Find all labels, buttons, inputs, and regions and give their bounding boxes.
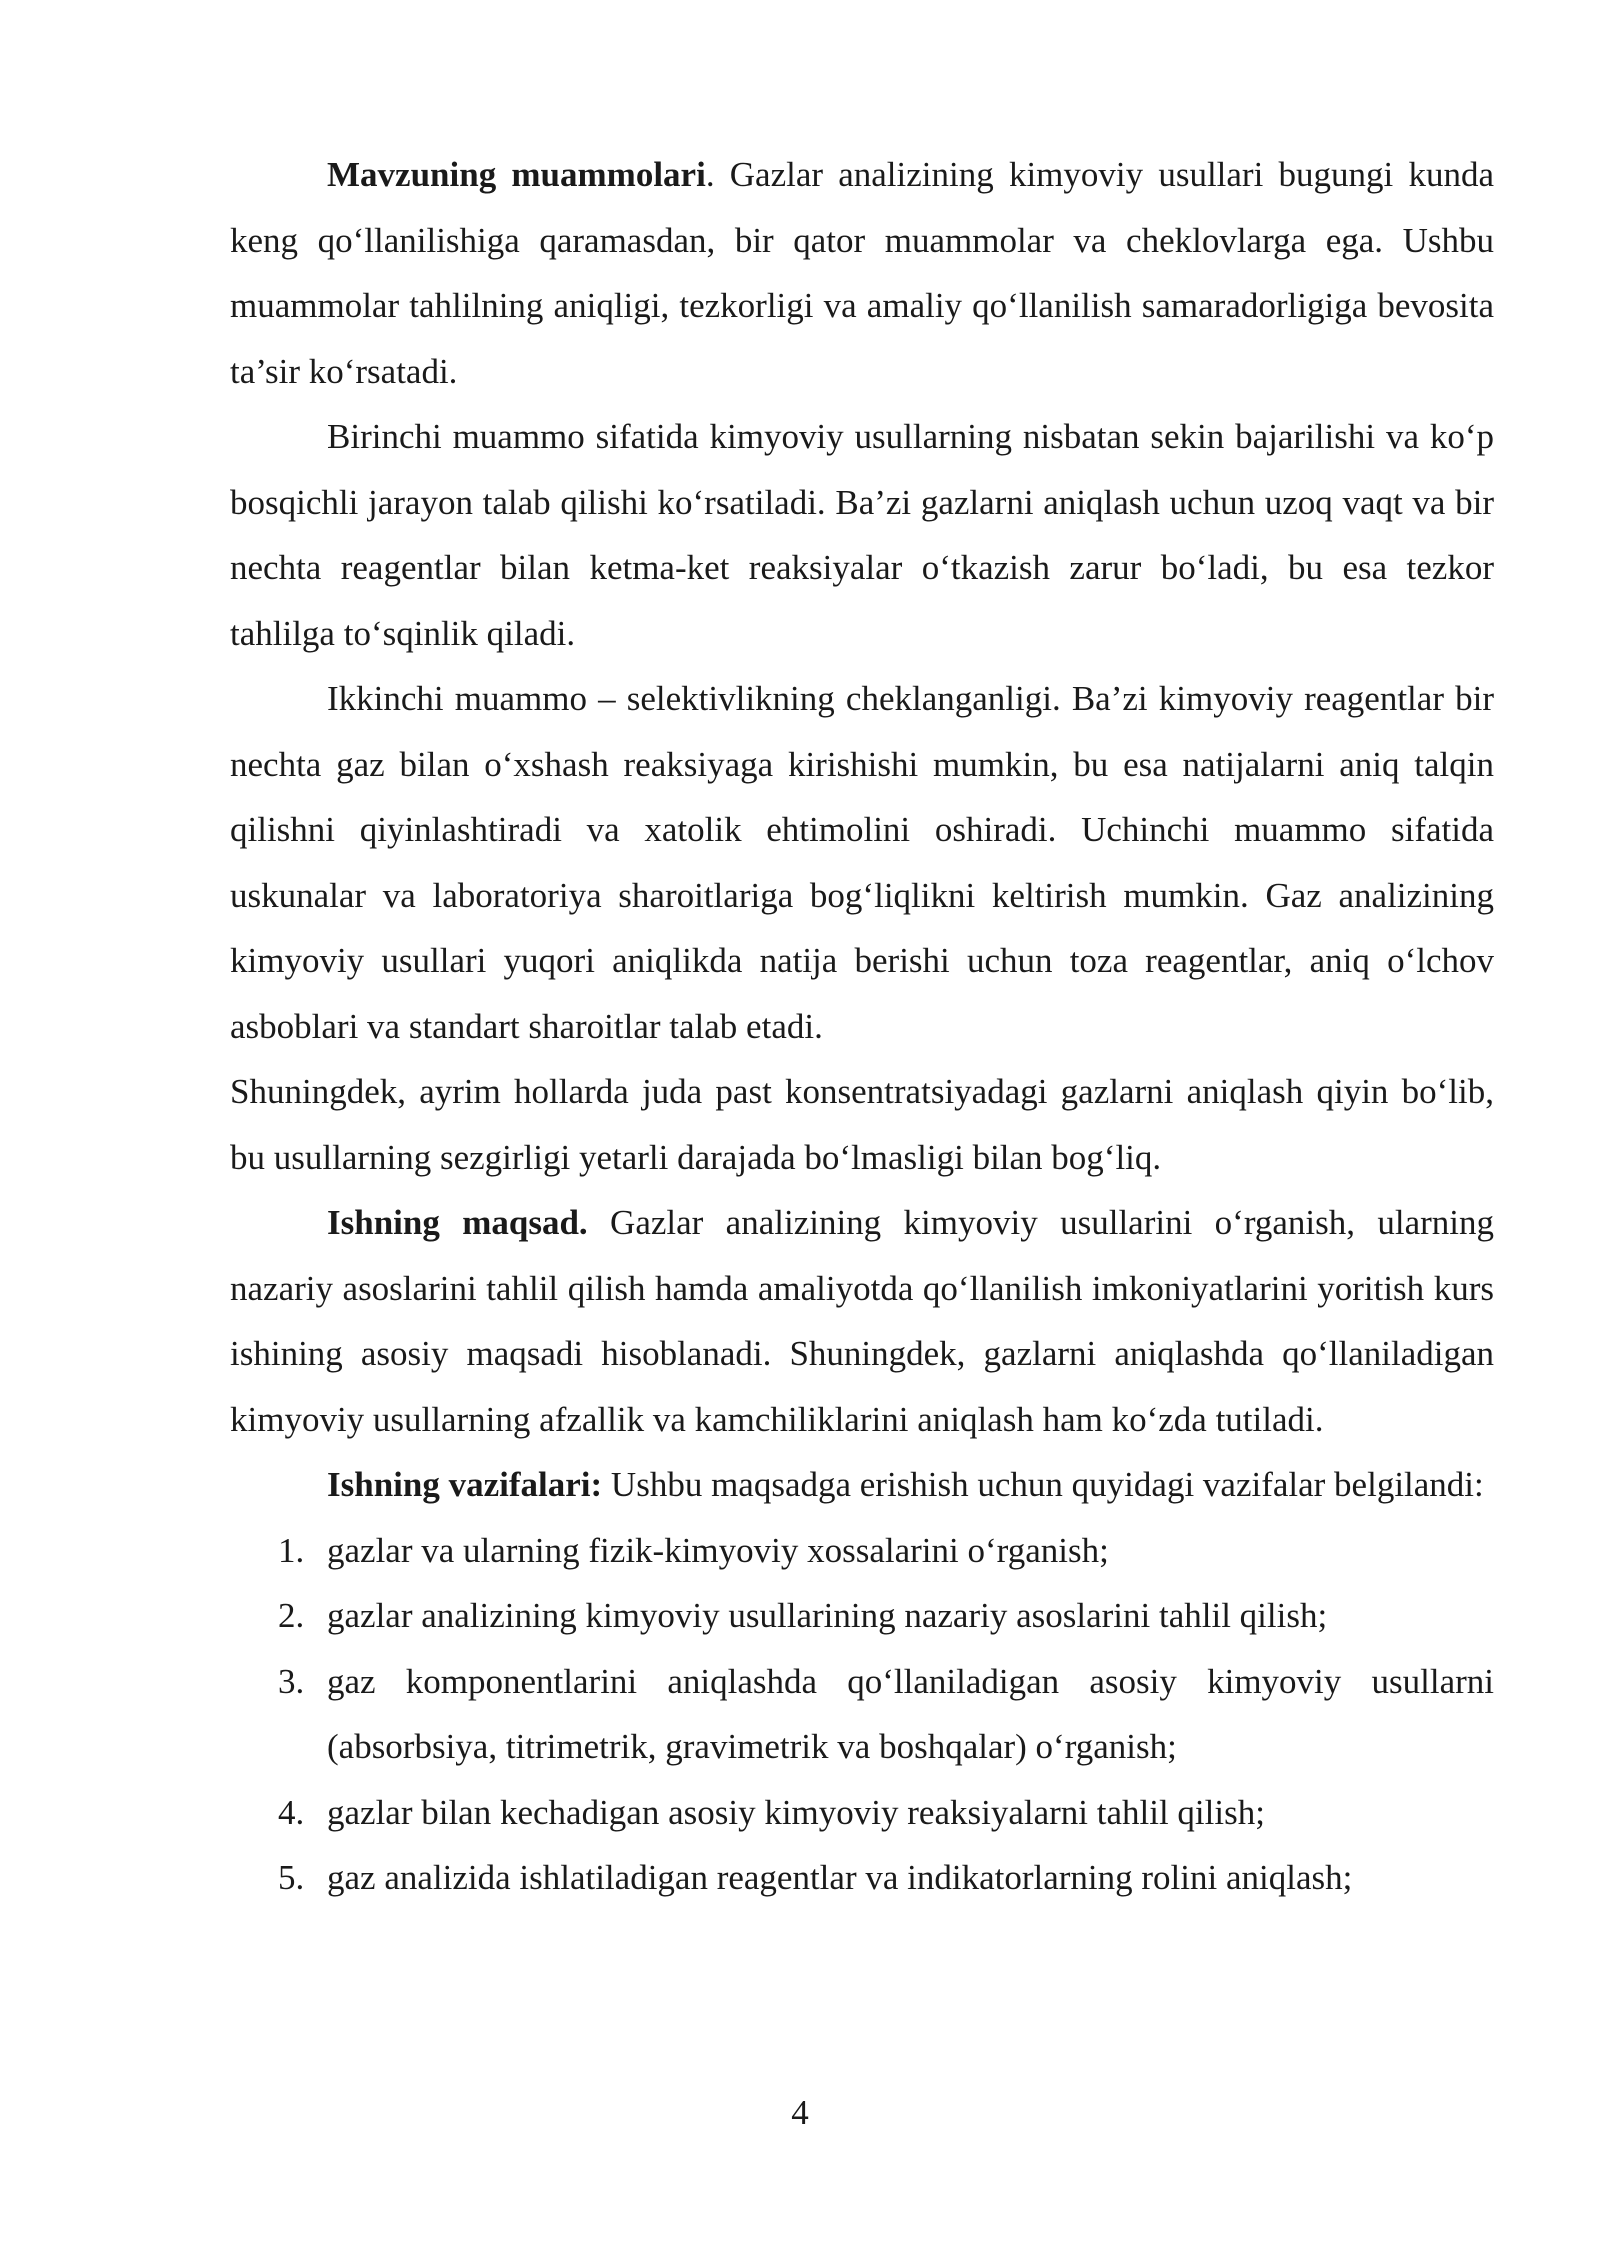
page-content — [230, 142, 1494, 1911]
task-list — [230, 1518, 1494, 1911]
paragraph-goal — [230, 1190, 1494, 1452]
list-item — [230, 1780, 1494, 1846]
list-item-text: gaz analizida ishlatiladigan reagentlar va indikatorlarning rolini aniqlash; — [327, 1858, 1353, 1897]
paragraph-second-problem-text: Ikkinchi muammo – selektivlikning cheklanganligi. Ba’zi kimyoviy reagentlar bir nechta gaz bilan o‘xshash reaksiyaga kirishishi mumkin, bu esa natijalarni aniq talqin qilishni qiyinlashtiradi va xatolik ehtimolini oshiradi. Uchinchi muammo sifatida uskunalar va laboratoriya sharoitlariga bog‘liqlikni keltirish mumkin. Gaz analizining kimyoviy usullari yuqori aniqlikda natija berishi uchun toza reagentlar, aniq o‘lchov asboblari va standart sharoitlar talab etadi. — [230, 679, 1494, 1046]
paragraph-first-problem — [230, 404, 1494, 666]
list-item — [230, 1518, 1494, 1584]
paragraph-first-problem-text: Birinchi muammo sifatida kimyoviy usullarning nisbatan sekin bajarilishi va ko‘p bosqichli jarayon talab qilishi ko‘rsatiladi. Ba’zi gazlarni aniqlash uchun uzoq vaqt va bir nechta reagentlar bilan ketma-ket reaksiyalar o‘tkazish zarur bo‘ladi, bu esa tezkor tahlilga to‘sqinlik qiladi. — [230, 417, 1494, 653]
list-item-text: gazlar bilan kechadigan asosiy kimyoviy reaksiyalarni tahlil qilish; — [327, 1792, 1265, 1832]
paragraph-problems — [230, 142, 1494, 404]
paragraph-tasks-text: Ushbu maqsadga erishish uchun quyidagi vazifalar belgilandi: — [602, 1465, 1484, 1504]
list-item-number: 1. — [278, 1530, 305, 1570]
list-item — [230, 1583, 1494, 1649]
list-item-number: 2. — [278, 1596, 305, 1635]
list-item-number: 4. — [278, 1792, 305, 1832]
paragraph-second-problem — [230, 666, 1494, 1059]
paragraph-sensitivity — [230, 1059, 1494, 1190]
list-item-text: gazlar analizining kimyoviy usullarining nazariy asoslarini tahlil qilish; — [327, 1596, 1328, 1635]
list-item — [230, 1845, 1494, 1911]
heading-problems: Mavzuning muammolari — [327, 155, 706, 194]
heading-tasks: Ishning vazifalari: — [327, 1465, 603, 1504]
list-item-text: gazlar va ularning fizik-kimyoviy xossalarini o‘rganish; — [327, 1530, 1109, 1570]
heading-goal: Ishning maqsad. — [327, 1203, 588, 1242]
paragraph-goal-text: Gazlar analizining kimyoviy usullarini o‘rganish, ularning nazariy asoslarini tahlil qilish hamda amaliyotda qo‘llanilish imkoniyatlarini yoritish kurs ishining asosiy maqsadi hisoblanadi. Shuningdek, gazlarni aniqlashda qo‘llaniladigan kimyoviy usullarning afzallik va kamchiliklarini aniqlash ham ko‘zda tutiladi. — [230, 1203, 1494, 1439]
list-item-number: 3. — [278, 1661, 305, 1701]
paragraph-tasks — [230, 1452, 1494, 1518]
page-number: 4 — [791, 2093, 809, 2132]
paragraph-sensitivity-text: Shuningdek, ayrim hollarda juda past konsentratsiyadagi gazlarni aniqlash qiyin bo‘lib, bu usullarning sezgirligi yetarli darajada bo‘lmasligi bilan bog‘liq. — [230, 1072, 1494, 1177]
list-item-text: gaz komponentlarini aniqlashda qo‘llaniladigan asosiy kimyoviy usullarni (absorbsiya, titrimetrik, gravimetrik va boshqalar) o‘rganish; — [327, 1661, 1494, 1766]
paragraph-problems-text: . Gazlar analizining kimyoviy usullari bugungi kunda keng qo‘llanilishiga qaramasdan, bir qator muammolar va cheklovlarga ega. Ushbu muammolar tahlilning aniqligi, tezkorligi va amaliy qo‘llanilish samaradorligiga bevosita ta’sir ko‘rsatadi. — [230, 155, 1494, 391]
list-item — [230, 1649, 1494, 1780]
list-item-number: 5. — [278, 1858, 305, 1897]
